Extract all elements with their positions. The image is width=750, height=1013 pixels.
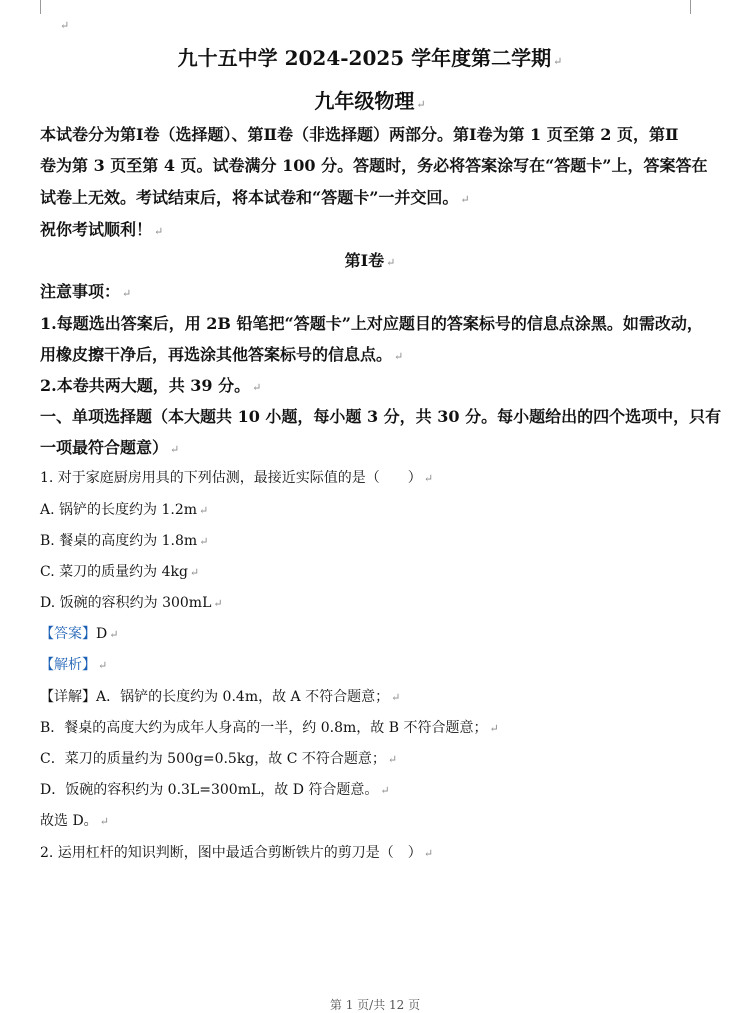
notice-line: 用橡皮擦干净后，再选涂其他答案标号的信息点。 ↵ [40,345,404,364]
notice-line: 2.本卷共两大题，共 39 分。 ↵ [40,376,262,395]
detail-line: C．菜刀的质量约为 500g=0.5kg，故 C 不符合题意； ↵ [40,751,398,767]
page-footer: 第 1 页/共 12 页 [329,998,421,1012]
conclusion-line: 故选 D。 ↵ [40,813,109,829]
notice-line: 1.每题选出答案后，用 2B 铅笔把“答题卡”上对应题目的答案标号的信息点涂黑。如需改动， [40,314,703,333]
crop-mark-top-left [40,0,41,14]
notice-heading: 注意事项： ↵ [40,282,132,301]
exam-subtitle: 九年级物理 ↵ [314,89,426,113]
empty-paragraph: ↵ [60,19,70,32]
intro-line: 卷为第 3 页至第 4 页。试卷满分 100 分。答题时，务必将答案涂写在“答题卡”上，答案答在 [40,156,708,175]
part-heading: 一、单项选择题（本大题共 10 小题，每小题 3 分，共 30 分。每小题给出的四个选项中，只有 [40,407,722,426]
part-heading: 一项最符合题意） ↵ [40,438,180,457]
section-title: 第Ⅰ卷 ↵ [344,251,396,270]
detail-line: B．餐桌的高度大约为成年人身高的一半，约 0.8m，故 B 不符合题意； ↵ [40,720,499,736]
answer-tag: 【答案】 [40,626,96,642]
intro-line: 祝你考试顺利！ ↵ [40,220,164,239]
question-1-option: C. 菜刀的质量约为 4kg ↵ [40,564,200,580]
answer-value: D [96,626,108,642]
intro-line: 本试卷分为第Ⅰ卷（选择题）、第Ⅱ卷（非选择题）两部分。第Ⅰ卷为第 1 页至第 2 页，第Ⅱ [40,125,679,144]
question-1-option: B. 餐桌的高度约为 1.8m ↵ [40,533,209,549]
detail-line: 【详解】A．锅铲的长度约为 0.4m，故 A 不符合题意； ↵ [40,689,401,705]
analysis-line: 【解析】 ↵ [40,657,108,673]
detail-line: D．饭碗的容积约为 0.3L=300mL，故 D 符合题意。 ↵ [40,782,390,798]
detail-tag: 【详解】 [40,689,96,705]
analysis-tag: 【解析】 [40,657,96,673]
question-1-option: D. 饭碗的容积约为 300mL ↵ [40,595,223,611]
crop-mark-top-right [690,0,691,14]
intro-line: 试卷上无效。考试结束后，将本试卷和“答题卡”一并交回。 ↵ [40,188,470,207]
question-1-option: A. 锅铲的长度约为 1.2m ↵ [40,502,209,518]
question-1-stem: 1. 对于家庭厨房用具的下列估测，最接近实际值的是（ ） ↵ [40,470,434,486]
exam-title: 九十五中学 2024-2025 学年度第二学期 ↵ [177,46,563,70]
question-2-stem: 2. 运用杠杆的知识判断，图中最适合剪断铁片的剪刀是（ ） ↵ [40,845,434,861]
answer-line: 【答案】D ↵ [40,626,119,642]
